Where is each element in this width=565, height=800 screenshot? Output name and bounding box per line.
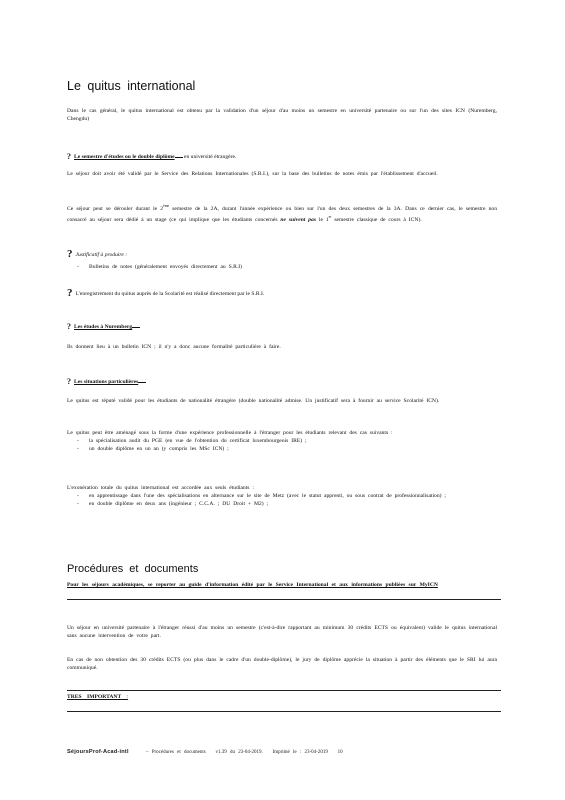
subsection-nuremberg-heading [67, 322, 497, 331]
justificatif-list [67, 264, 497, 272]
footer-filename: SéjoursProf-Acad-intl [67, 749, 129, 755]
question-mark-icon: ? [67, 248, 73, 260]
question-mark-icon: ? [67, 152, 71, 161]
procedures-paragraph-1: Un séjour en université partenaire à l'étranger réussi d'au moins un semestre (c'est-à-dire rapportant au minimum 30 crédits ECTS ou équivalent) valide le quitus international sans aucune intervention de votre part. [67, 625, 497, 639]
justificatif-heading [67, 250, 497, 259]
procedures-paragraph-2: En cas de non obtention des 30 crédits ECTS (ou plus dans le cadre d'un double-diplôme), le jury de diplôme apprécie la situation à partir des éléments que le SRI lui aura communiqué. [67, 657, 497, 671]
question-mark-icon: ? [67, 287, 73, 299]
justificatif-label: Justificatif à produire : [75, 252, 128, 258]
enregistrement-line [67, 289, 497, 298]
list-item: - un double diplôme en un an (y compris les MSc ICN) ; [89, 446, 497, 454]
situations-paragraph-1: Le quitus est réputé validé pour les étudiants de nationalité étrangère (double nationalité admise. Un justificatif sera à fournir au service Scolarité ICN). [67, 398, 440, 404]
subsection-semestre-suffix: en université étrangère. [184, 154, 237, 160]
procedures-intro: Pour les séjours académiques, se reporter au guide d'information édité par le Service International et aux informations publiées sur MyICN [67, 582, 438, 588]
subsection-situations-title: Les situations particulières [74, 379, 139, 385]
question-mark-icon: ? [67, 322, 71, 331]
list-item: - la spécialisation audit du PGE (en vue de l'obtention du certificat luxembourgeois IRE) ; [89, 438, 497, 446]
document-page [67, 0, 497, 800]
semestre-paragraph-2: Ce séjour peut se dérouler durant le 2ème semestre de la 2A, durant l'année expérience ou bien sur l'un des deux semestres de la 3A. Dans ce dernier cas, le semestre non consacré au séjour sera dédié à un stage (ce qui implique que les étudiants concernés ne suivent pas le 1er semestre classique de cours à ICN). [67, 204, 497, 223]
list-item: - en apprentissage dans l'une des spécialisations en alternance sur le site de Metz (avec le statut apprenti, ou sous contrat de professionnalisation) ; [89, 493, 497, 501]
section-title-procedures: Procédures et documents [67, 563, 199, 575]
intro-paragraph: Dans le cas général, le quitus international est obtenu par la validation d'un séjour d'au moins un semestre en université partenaire ou sur l'un des sites ICN (Nuremberg, Chengdu) [67, 108, 497, 122]
subsection-semestre-heading [67, 152, 497, 161]
situations-paragraph-3: L'exonération totale du quitus international est accordée aux seuls étudiants : - en apprentissage dans l'une des spécialisations en alternance sur le site de Metz (avec le statut apprenti, ou sous contrat de professionnalisation) ; - en double diplôme en deux ans (ingénieur ; C.C.A. ; DU Droit + M2) ; [67, 485, 497, 508]
section-title-quitus: Le quitus international [67, 79, 196, 93]
divider [67, 711, 501, 712]
page-footer: SéjoursProf-Acad-intl – Procédures et documents v1.39 du 23-04-2019. Imprimé le : 23-04-2019 10 [67, 749, 343, 755]
footer-printed: Imprimé le : 23-04-2019 [272, 750, 328, 755]
semestre-paragraph-1: Le séjour doit avoir été validé par le Service des Relations Internationales (S.R.I.), sur la base des bulletins de notes émis par l'établissement d'accueil. [67, 171, 438, 177]
subsection-nuremberg-title: Les études à Nuremberg [74, 324, 133, 330]
question-mark-icon: ? [67, 377, 71, 386]
list-item: - en double diplôme en deux ans (ingénieur ; C.C.A. ; DU Droit + M2) ; [89, 501, 497, 509]
divider [67, 599, 501, 600]
list-item: - Bulletins de notes (généralement envoyés directement au S.R.I) [89, 264, 497, 272]
subsection-semestre-title: Le semestre d'études ou le double diplôme [74, 154, 175, 160]
enregistrement-text: L'enregistrement du quitus auprès de la Scolarité est réalisé directement par le S.R.I. [75, 291, 265, 297]
important-label: TRES IMPORTANT : [67, 694, 129, 700]
divider [67, 690, 501, 691]
nuremberg-paragraph: Ils donnent lieu à un bulletin ICN ; il n'y a donc aucune formalité particulière à faire. [67, 344, 281, 350]
footer-page-number: 10 [337, 750, 343, 755]
situations-paragraph-2: Le quitus peut être aménagé sous la forme d'une expérience professionnelle à l'étranger pour les étudiants relevant des cas suivants : - la spécialisation audit du PGE (en vue de l'obtention du certificat luxembourgeois IRE) ; - un double diplôme en un an (y compris les MSc ICN) ; [67, 430, 497, 453]
footer-version: v1.39 du 23-04-2019. [215, 750, 263, 755]
footer-label: Procédures et documents [151, 750, 206, 755]
subsection-situations-heading [67, 377, 497, 386]
